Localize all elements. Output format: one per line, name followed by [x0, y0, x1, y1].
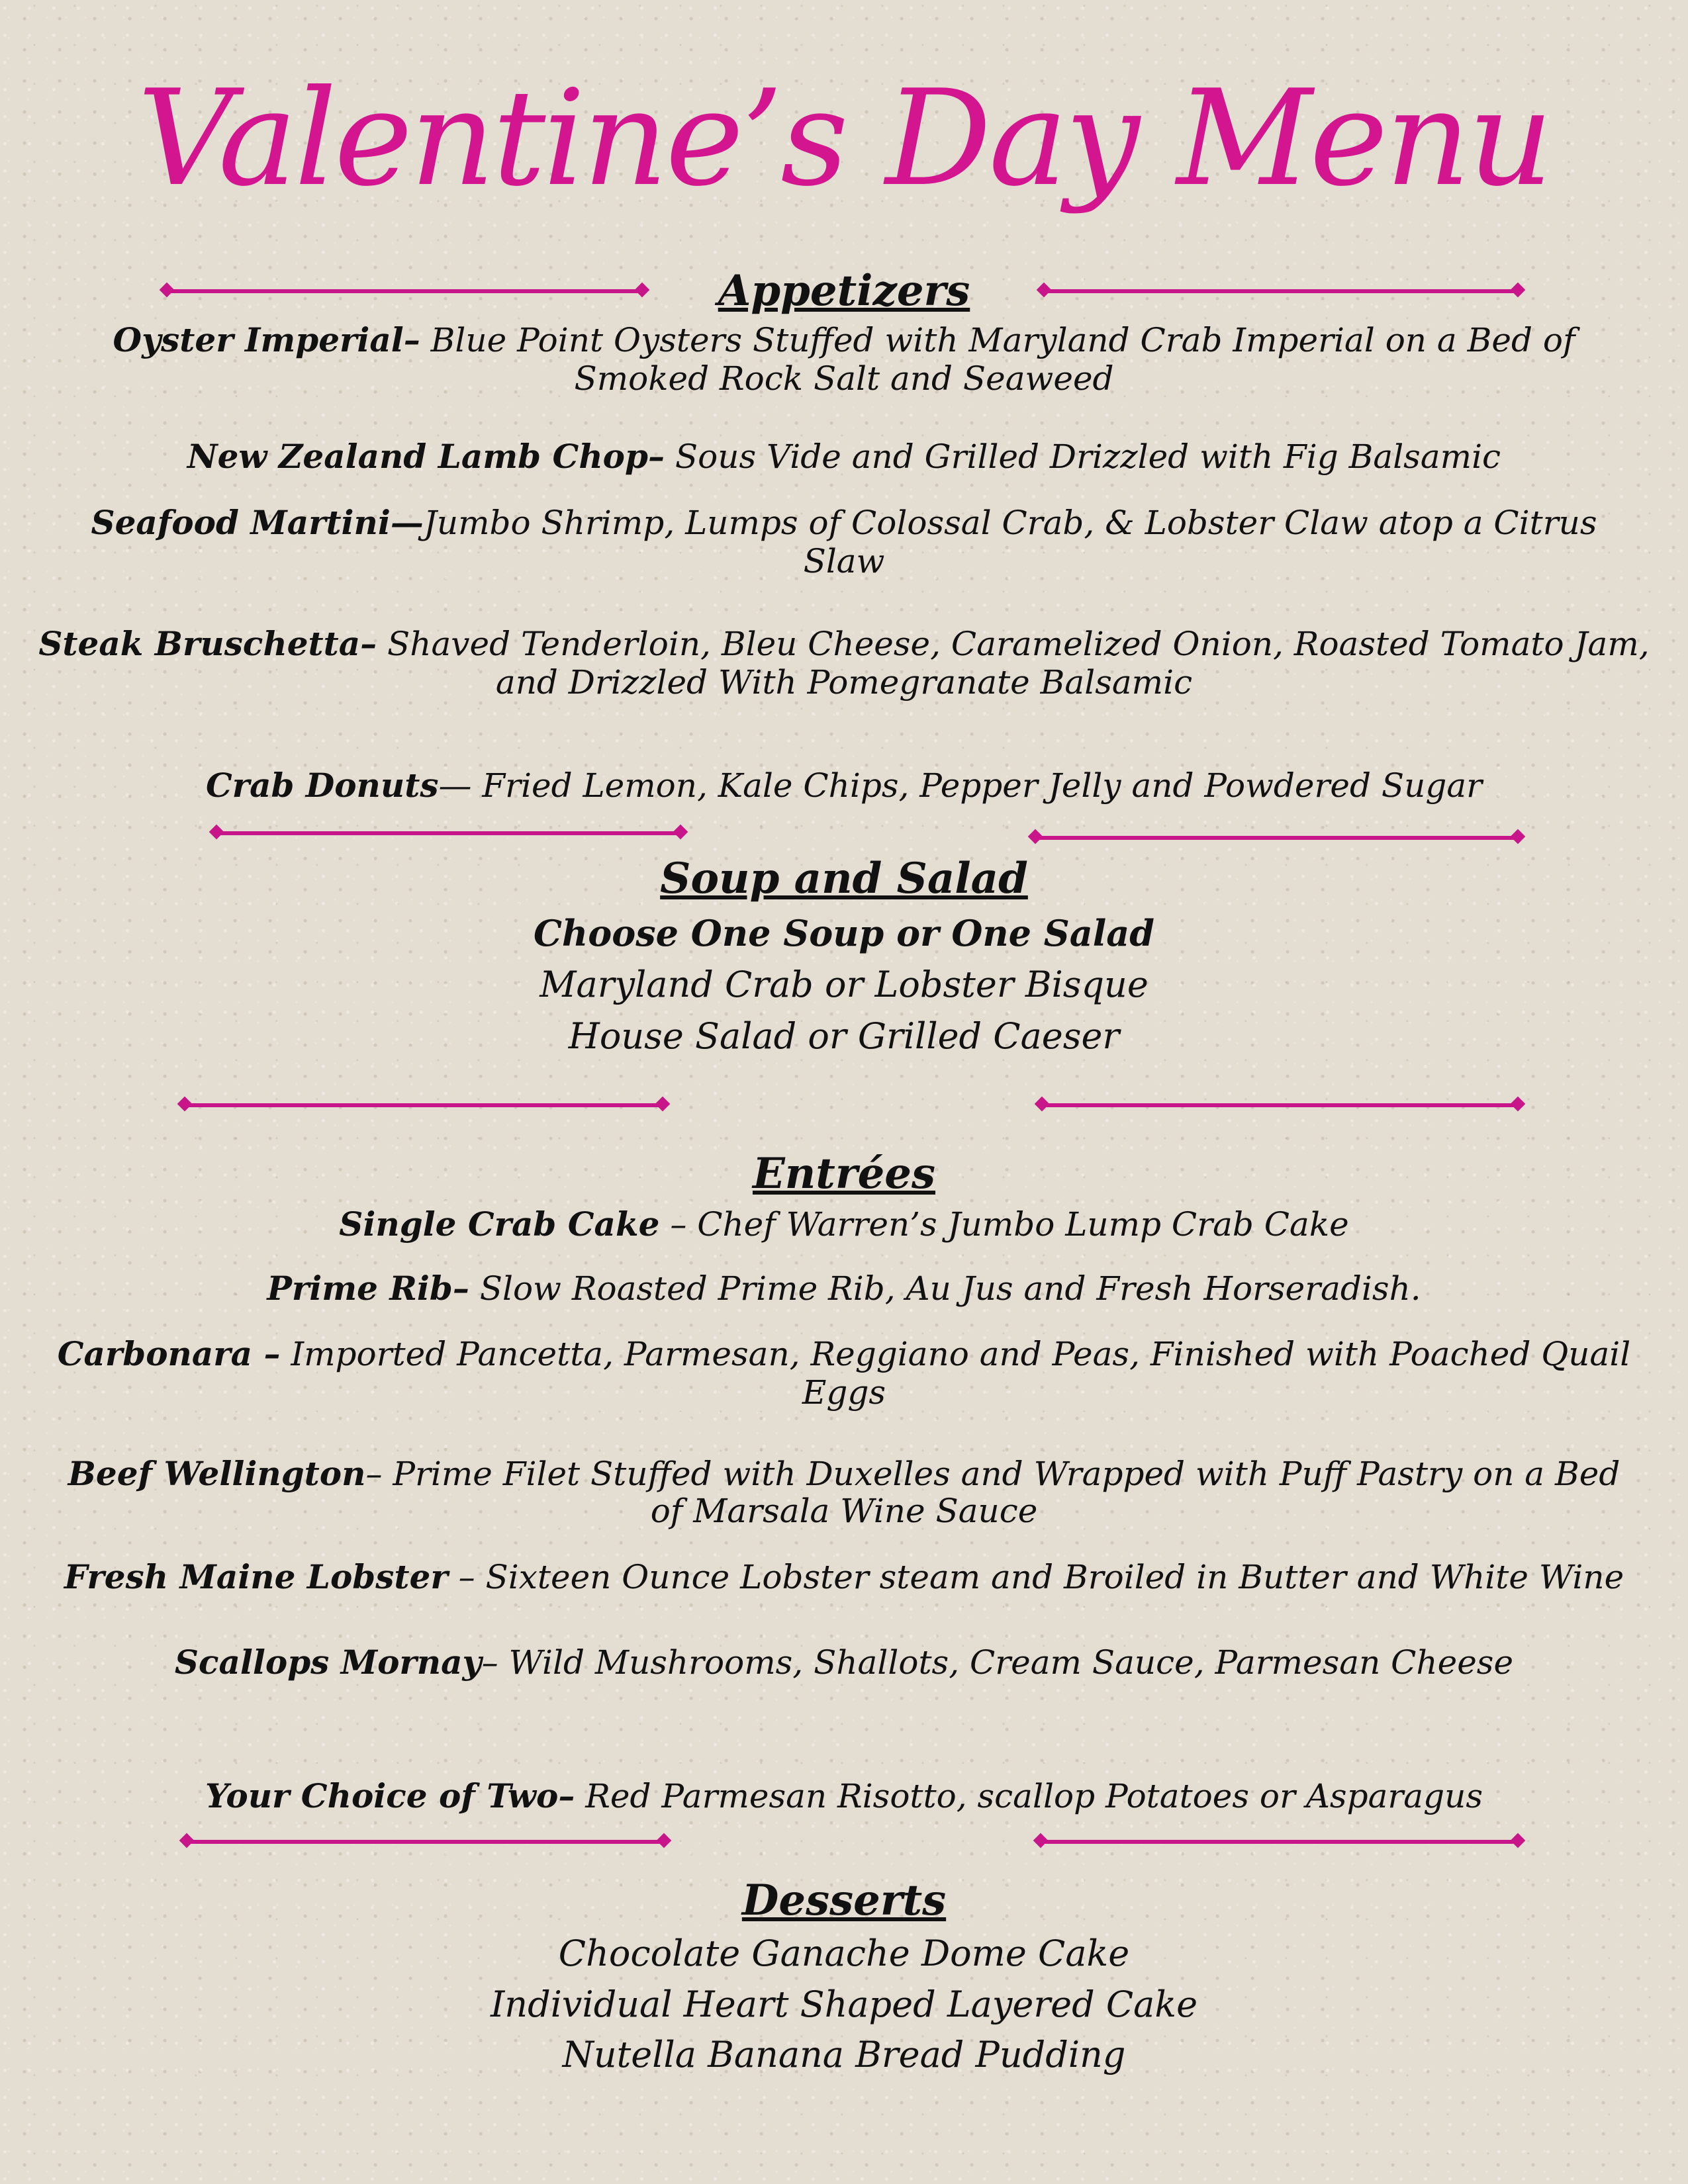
item-description: – Wild Mushrooms, Shallots, Cream Sauce, Parmesan Cheese	[481, 1643, 1514, 1682]
item-description: Shaved Tenderloin, Bleu Cheese, Caramelized Onion, Roasted Tomato Jam,	[377, 625, 1650, 663]
item-name: Beef Wellington	[68, 1454, 366, 1493]
divider-left	[183, 1103, 664, 1107]
menu-item-single-crab-cake	[0, 1205, 1688, 1244]
divider-right	[1041, 1103, 1519, 1107]
menu-item-choice-of-two	[0, 1776, 1688, 1816]
menu-title: Valentine’s Day Menu	[137, 62, 1551, 216]
menu-item-carbonara	[0, 1334, 1688, 1374]
item-description: Red Parmesan Risotto, scallop Potatoes or Asparagus	[575, 1777, 1483, 1815]
item-name: New Zealand Lamb Chop–	[187, 437, 665, 476]
soup-salad-subheading: Choose One Soup or One Salad	[533, 912, 1155, 954]
item-description: Blue Point Oysters Stuffed with Maryland Crab Imperial on a Bed of	[420, 321, 1575, 359]
menu-item-oyster-imperial	[0, 320, 1688, 360]
item-description: – Sixteen Ounce Lobster steam and Broiled in Butter and White Wine	[447, 1558, 1624, 1596]
dessert-item: Chocolate Ganache Dome Cake	[558, 1933, 1130, 1974]
item-name: Oyster Imperial–	[113, 320, 420, 359]
item-description: Slow Roasted Prime Rib, Au Jus and Fresh Horseradish.	[469, 1269, 1421, 1308]
item-description-continued: and Drizzled With Pomegranate Balsamic	[495, 663, 1193, 702]
item-name: Your Choice of Two–	[205, 1776, 575, 1815]
section-heading-entrees: Entrées	[752, 1149, 936, 1199]
item-name: Prime Rib–	[267, 1269, 469, 1308]
menu-item-crab-donuts	[0, 766, 1688, 805]
divider-left	[185, 1840, 665, 1844]
item-name: Seafood Martini—	[91, 503, 424, 542]
item-name: Fresh Maine Lobster	[64, 1557, 448, 1596]
section-heading-appetizers: Appetizers	[718, 266, 970, 316]
divider-right	[1039, 1840, 1519, 1844]
menu-item-maine-lobster	[0, 1557, 1688, 1597]
divider-right	[1034, 836, 1519, 840]
item-description: Sous Vide and Grilled Drizzled with Fig Balsamic	[665, 437, 1501, 476]
item-name: Carbonara –	[57, 1334, 281, 1373]
item-description: Jumbo Shrimp, Lumps of Colossal Crab, & Lobster Claw atop a Citrus	[423, 504, 1597, 542]
divider-left	[215, 831, 682, 835]
dessert-item: Individual Heart Shaped Layered Cake	[490, 1983, 1198, 2025]
item-name: Crab Donuts	[205, 766, 439, 805]
item-name: Steak Bruschetta–	[38, 624, 377, 663]
item-description: — Fried Lemon, Kale Chips, Pepper Jelly and Powdered Sugar	[438, 766, 1483, 805]
section-heading-desserts: Desserts	[741, 1876, 947, 1925]
menu-item-lamb-chop	[0, 437, 1688, 477]
section-heading-soup-salad: Soup and Salad	[660, 854, 1028, 903]
menu-item-seafood-martini	[0, 503, 1688, 543]
item-description: – Chef Warren’s Jumbo Lump Crab Cake	[659, 1205, 1349, 1244]
item-description-continued: Eggs	[802, 1373, 886, 1412]
soup-salad-option: House Salad or Grilled Caeser	[568, 1015, 1120, 1057]
item-description-continued: Slaw	[803, 542, 885, 580]
menu-item-prime-rib	[0, 1269, 1688, 1308]
item-name: Scallops Mornay	[174, 1643, 482, 1682]
item-description-continued: of Marsala Wine Sauce	[650, 1492, 1038, 1530]
soup-salad-option: Maryland Crab or Lobster Bisque	[539, 964, 1149, 1005]
dessert-item: Nutella Banana Bread Pudding	[562, 2034, 1126, 2075]
menu-item-steak-bruschetta	[0, 624, 1688, 664]
item-name: Single Crab Cake	[339, 1205, 660, 1244]
item-description: – Prime Filet Stuffed with Duxelles and Wrapped with Puff Pastry on a Bed	[365, 1455, 1620, 1493]
item-description: Imported Pancetta, Parmesan, Reggiano and Peas, Finished with Poached Quail	[280, 1335, 1631, 1373]
menu-item-beef-wellington	[0, 1454, 1688, 1494]
menu-item-scallops-mornay	[0, 1643, 1688, 1682]
item-description-continued: Smoked Rock Salt and Seaweed	[574, 359, 1114, 398]
